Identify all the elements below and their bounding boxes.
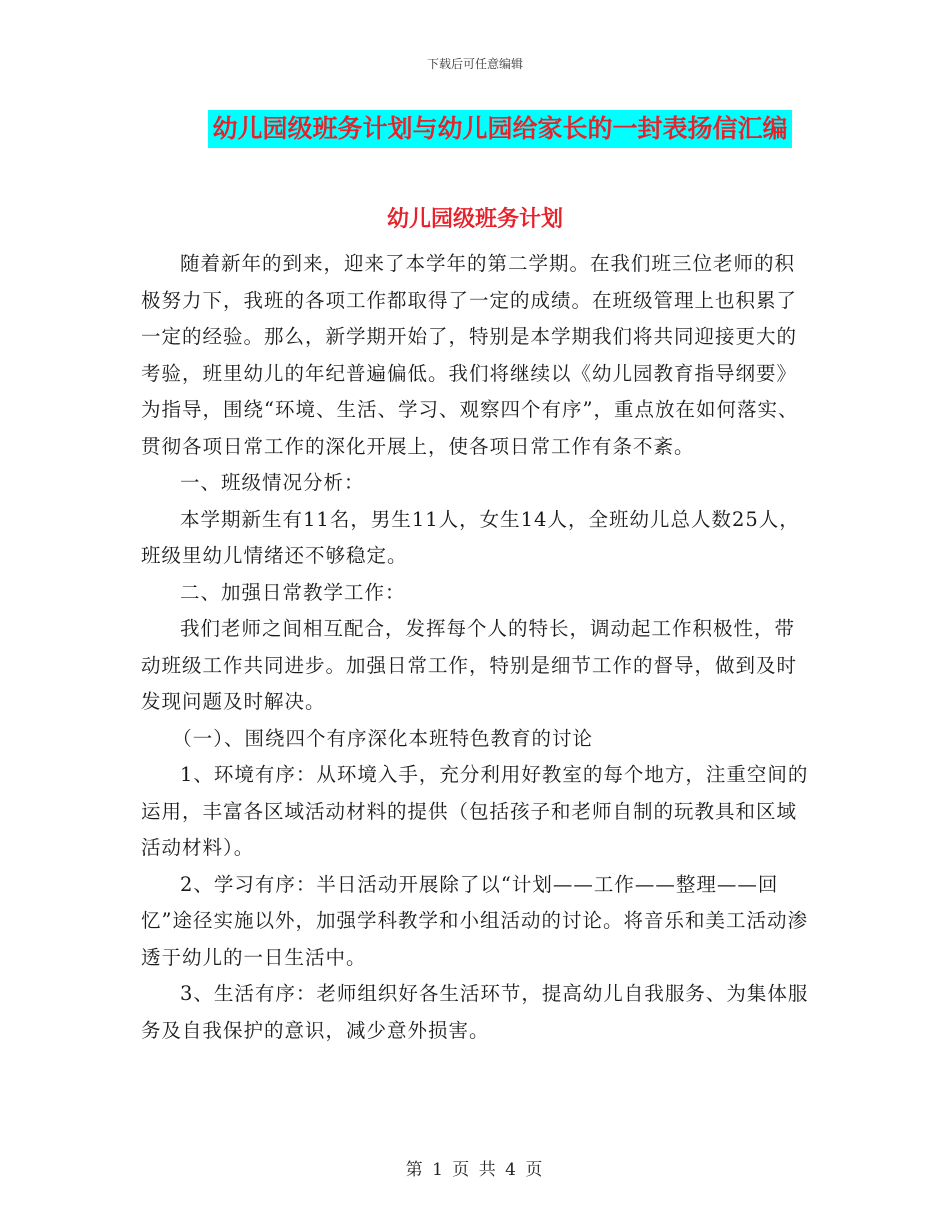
section-title: 幼儿园级班务计划: [386, 206, 563, 232]
paragraph-environment-order: 1、环境有序：从环境入手，充分利用好教室的每个地方，注重空间的运用，丰富各区域活动材料的提供（包括孩子和老师自制的玩教具和区域活动材料）。: [141, 763, 809, 859]
paragraph-learning-order: 2、学习有序：半日活动开展除了以“计划——工作——整理——回忆”途径实施以外，加强学科教学和小组活动的讨论。将音乐和美工活动渗透于幼儿的一日生活中。: [141, 872, 808, 969]
main-title-container: [0, 110, 950, 148]
subheading-four-orders: （一）、围绕四个有序深化本班特色教育的讨论: [172, 726, 593, 750]
paragraph-class-analysis: 本学期新生有11名，男生11人，女生14人，全班幼儿总人数25人，班级里幼儿情绪还不够稳定。: [141, 507, 800, 567]
page-header-note: 下载后可任意编辑: [426, 57, 523, 71]
paragraph-intro: 随着新年的到来，迎来了本学年的第二学期。在我们班三位老师的积极努力下，我班的各项工作都取得了一定的成绩。在班级管理上也积累了一定的经验。那么，新学期开始了，特别是本学期我们将共同迎接更大的考验，班里幼儿的年纪普遍偏低。我们将继续以《幼儿园教育指导纲要》为指导，围绕“环境、生活、学习、观察四个有序”，重点放在如何落实、贯彻各项日常工作的深化开展上，使各项日常工作有条不紊。: [141, 252, 799, 458]
paragraph-life-order: 3、生活有序：老师组织好各生活环节，提高幼儿自我服务、为集体服务及自我保护的意识，减少意外损害。: [141, 982, 809, 1042]
heading-class-analysis: 一、班级情况分析：: [180, 471, 365, 494]
main-title: 幼儿园级班务计划与幼儿园给家长的一封表扬信汇编: [208, 110, 791, 148]
document-body: [141, 246, 811, 1049]
paragraph-daily-teaching: 我们老师之间相互配合，发挥每个人的特长，调动起工作积极性，带动班级工作共同进步。加强日常工作，特别是细节工作的督导，做到及时发现问题及时解决。: [141, 617, 798, 713]
heading-daily-teaching: 二、加强日常教学工作：: [180, 580, 406, 604]
page-number: 第 1 页 共 4 页: [405, 1160, 545, 1180]
